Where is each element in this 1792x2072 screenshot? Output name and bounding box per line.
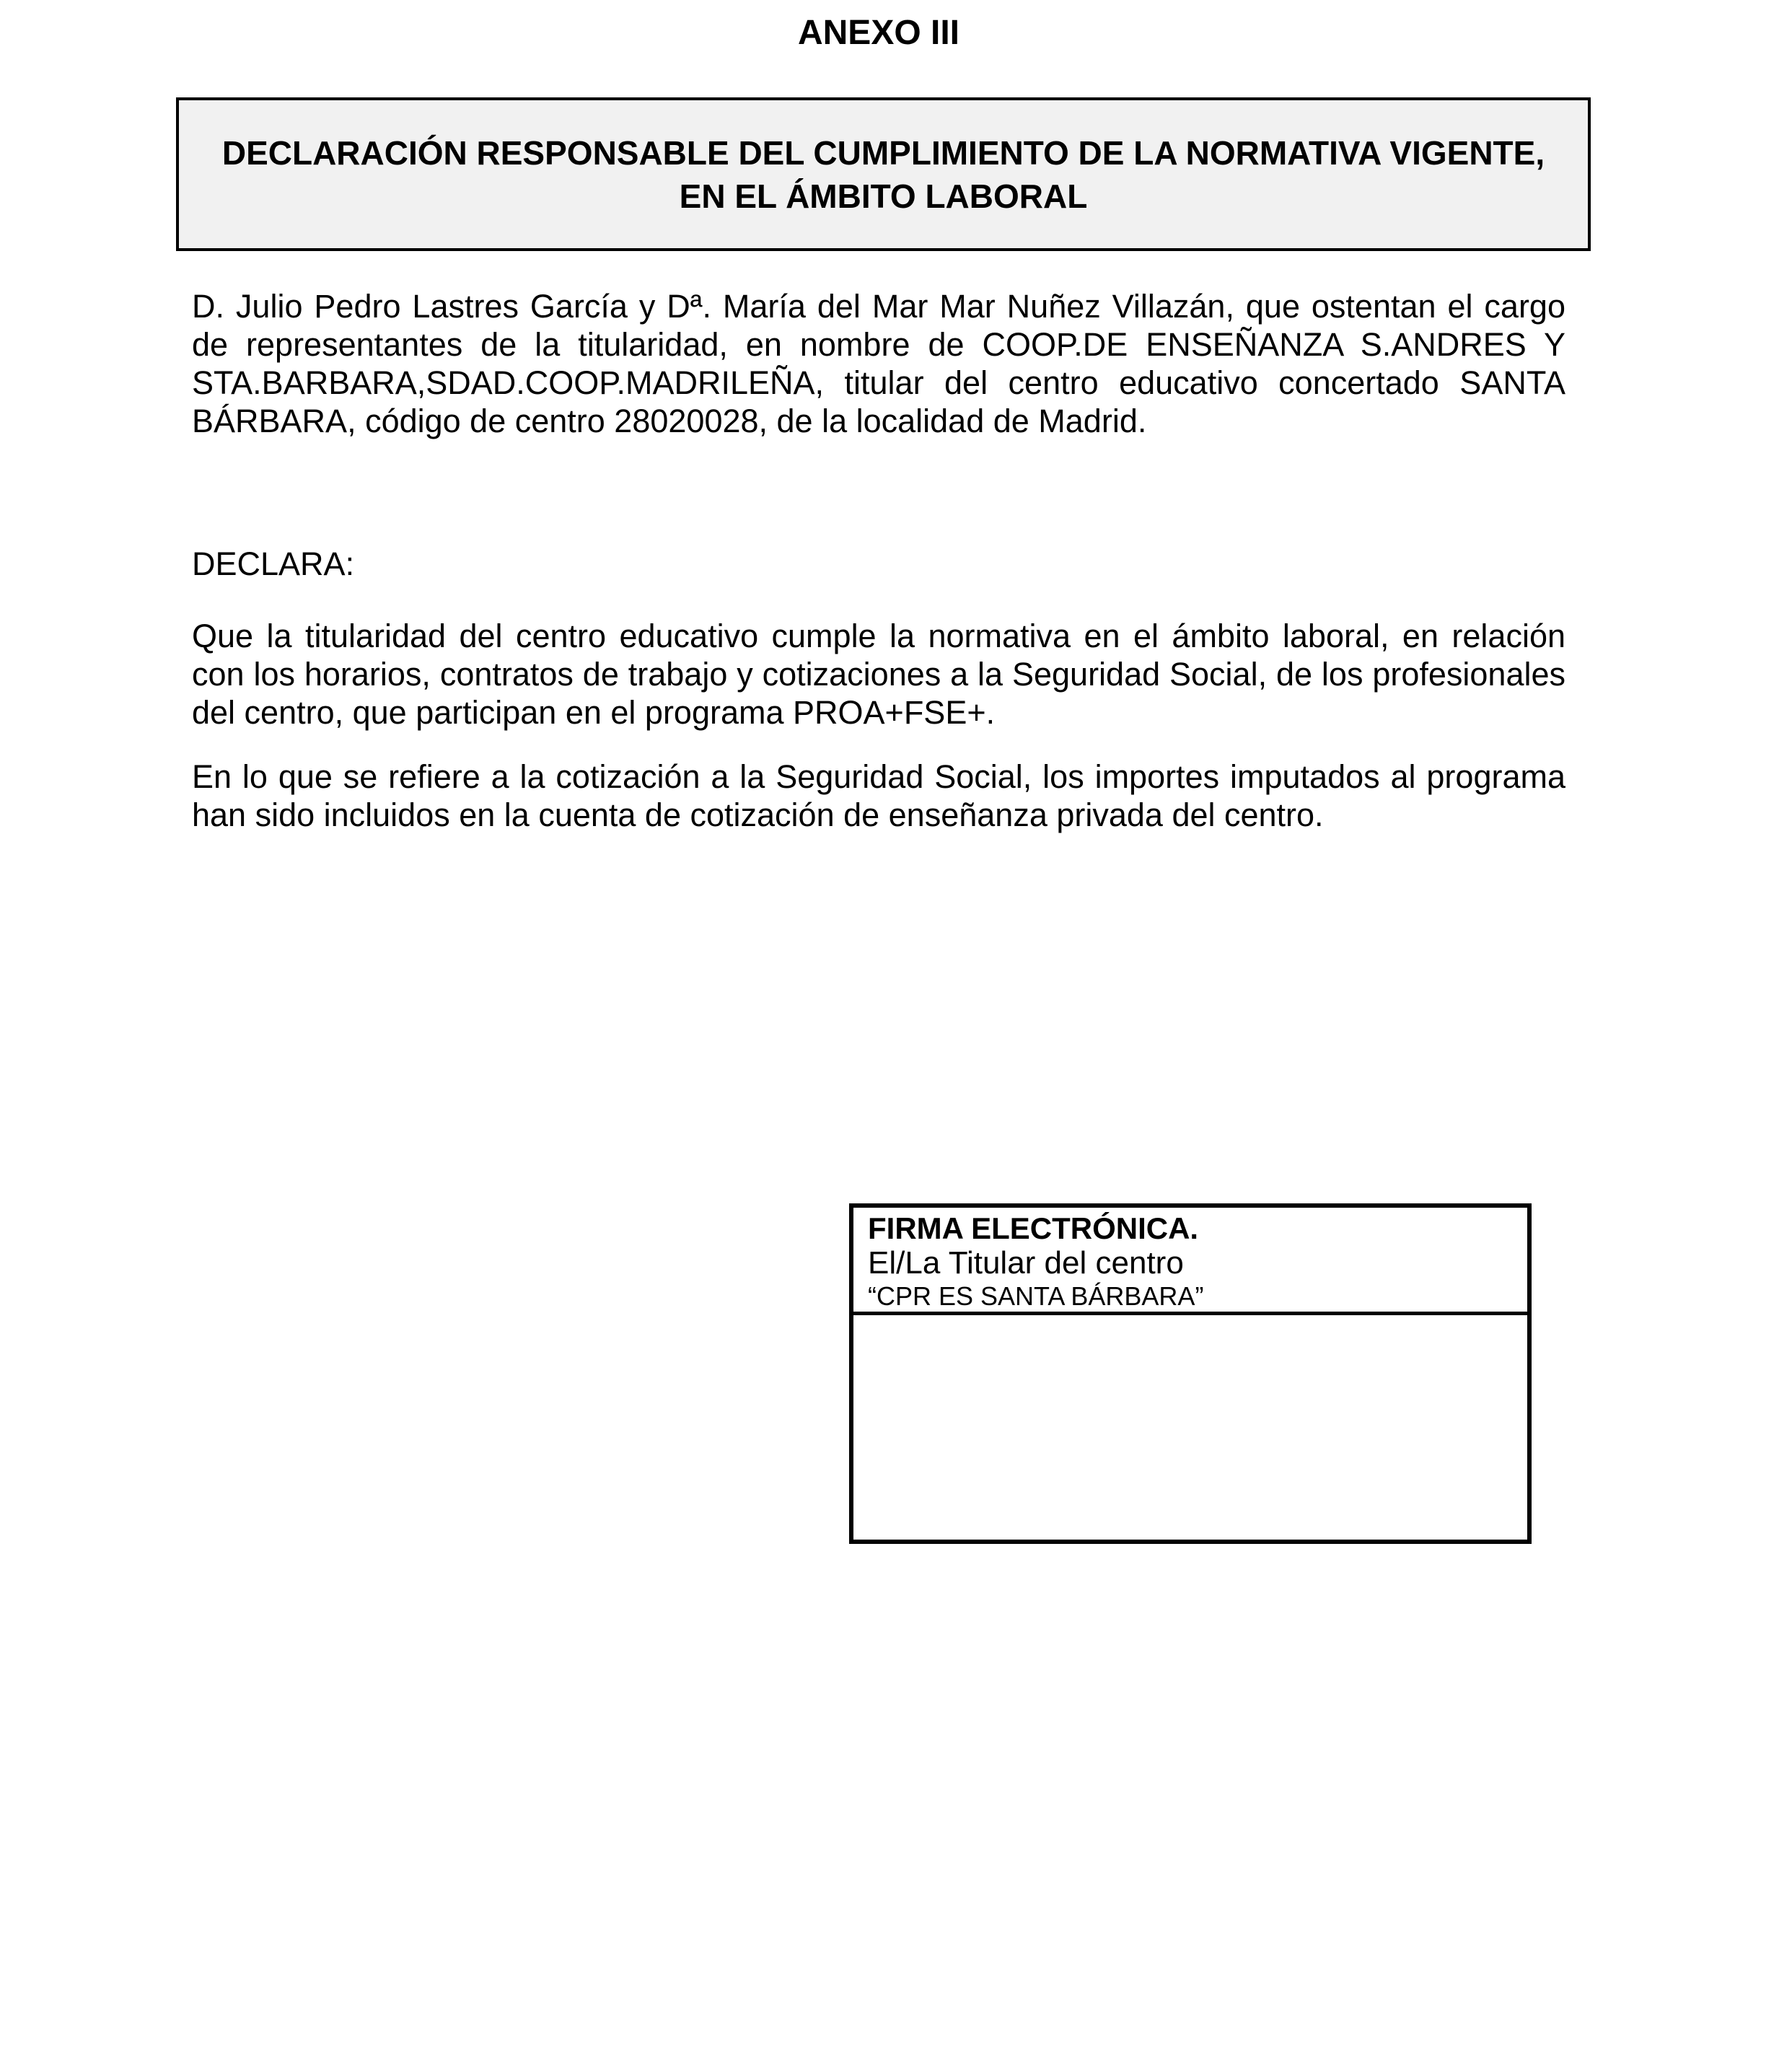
- signature-center-name: “CPR ES SANTA BÁRBARA”: [868, 1281, 1204, 1311]
- intro-paragraph: D. Julio Pedro Lastres García y Dª. María del Mar Mar Nuñez Villazán, que ostentan el cargo de representantes de la titularidad, en nombre de COOP.DE ENSEÑANZA S.ANDRES Y STA.BARBARA,SDAD.COOP.MADRILEÑA, titular del centro educativo concertado SANTA BÁRBARA, código de centro 28020028, de la localidad de Madrid.: [192, 288, 1565, 439]
- page-title: ANEXO III: [797, 14, 960, 52]
- declara-label: DECLARA:: [192, 545, 355, 582]
- signature-box: [849, 1203, 1532, 1544]
- signature-heading: FIRMA ELECTRÓNICA.: [868, 1211, 1199, 1245]
- header-box: [176, 97, 1591, 251]
- signature-signer-role: El/La Titular del centro: [868, 1245, 1184, 1281]
- signature-empty-area: [853, 1315, 1527, 1537]
- labor-compliance-paragraph: Que la titularidad del centro educativo cumple la normativa en el ámbito laboral, en relación con los horarios, contratos de trabajo y cotizaciones a la Seguridad Social, de los profesionales del centro, que participan en el programa PROA+FSE+.: [192, 618, 1565, 731]
- header-box-title: DECLARACIÓN RESPONSABLE DEL CUMPLIMIENTO DE LA NORMATIVA VIGENTE, EN EL ÁMBITO LABORAL: [221, 133, 1545, 215]
- signature-box-header: [853, 1208, 1527, 1315]
- social-security-paragraph: En lo que se refiere a la cotización a la Seguridad Social, los importes imputados al programa han sido incluidos en la cuenta de cotización de enseñanza privada del centro.: [192, 758, 1565, 833]
